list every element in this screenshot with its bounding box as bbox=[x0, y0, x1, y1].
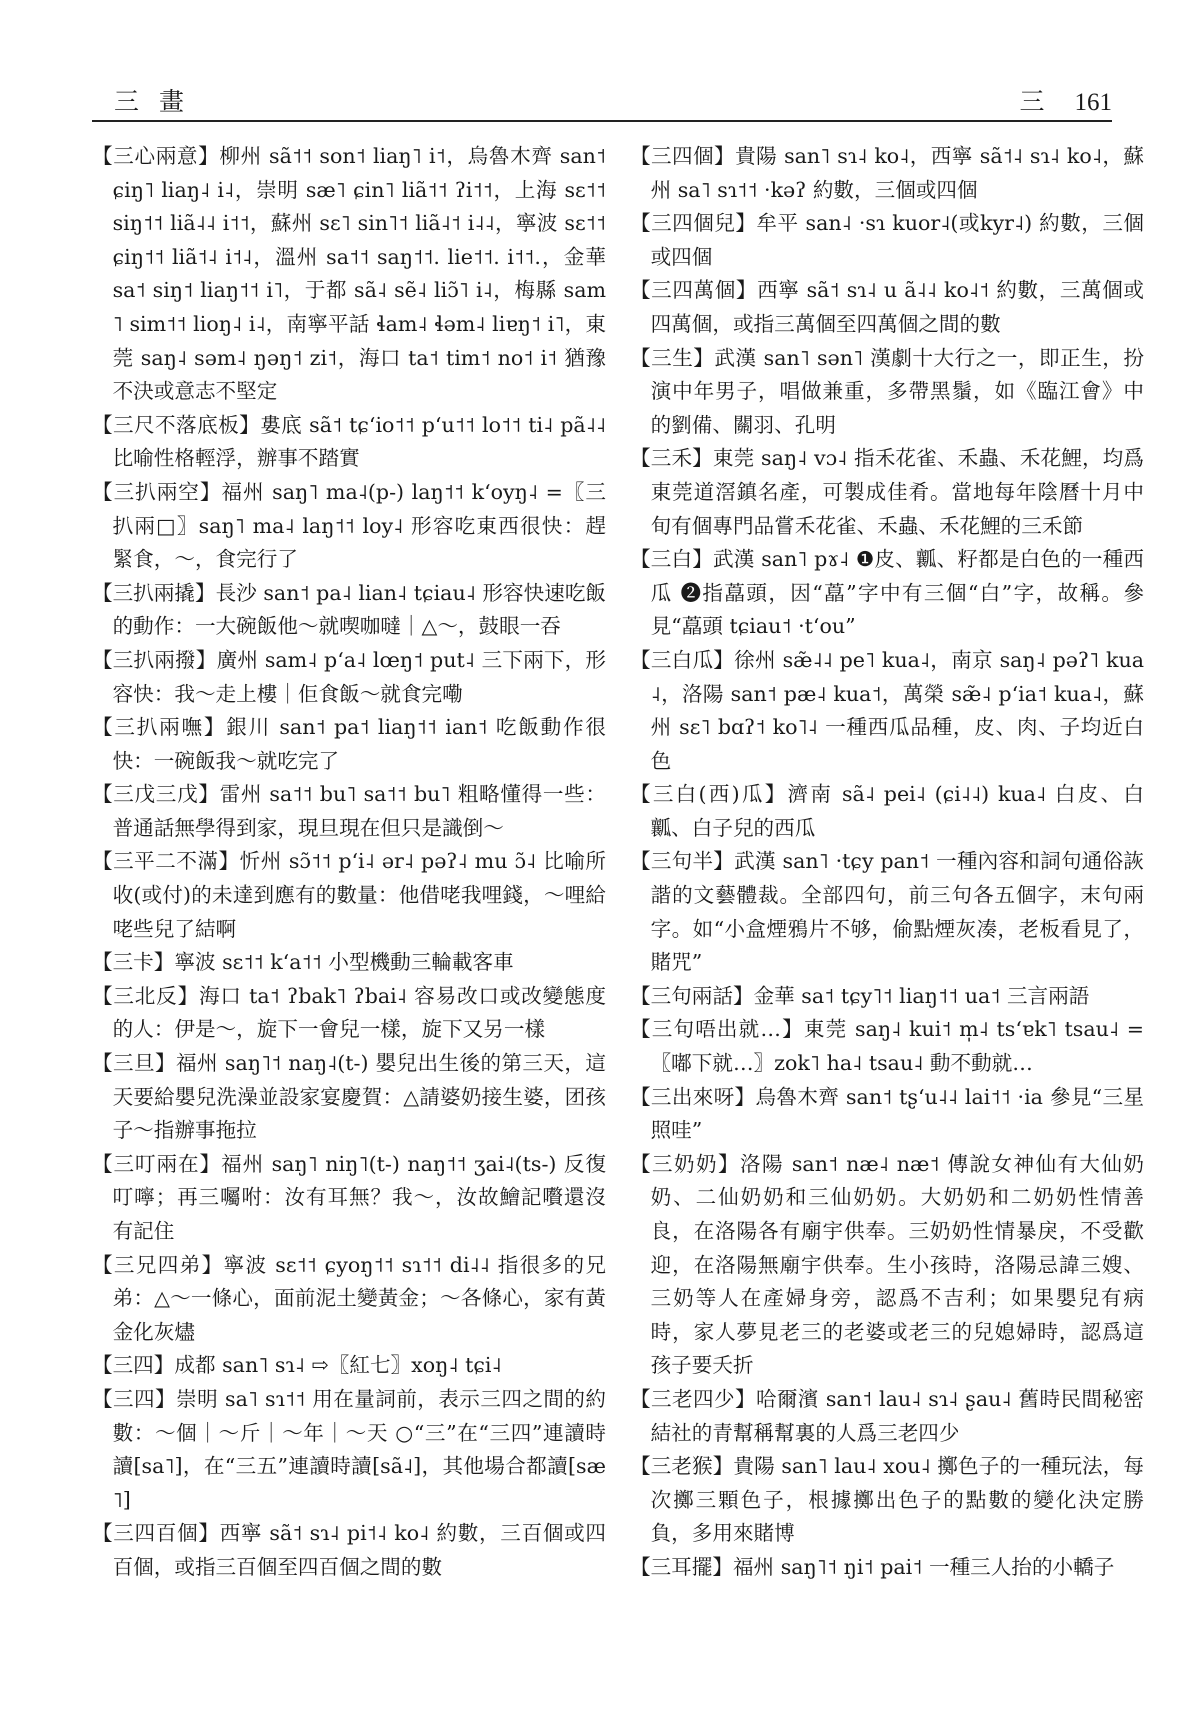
entry-body: 西寧 sã˦ sɿ˨ u ã˨˨ ko˨˦ 約數，三萬個或四萬個，或指三萬個至四萬個之間的數 bbox=[650, 278, 1144, 336]
entry-headword: 【三句唔出就…】 bbox=[630, 1017, 804, 1042]
entry-body: 武漢 san˥ ·tɕy pan˦ 一種內容和詞句通俗詼諧的文藝體裁。全部四句，前三句各五個字，末句兩字。如“小盒煙鴉片不够，偷點煙灰凑，老板看見了，賭咒” bbox=[650, 849, 1145, 975]
dictionary-entry bbox=[92, 644, 606, 711]
entry-headword: 【三心兩意】 bbox=[92, 144, 220, 168]
entry-body: 成都 san˥ sɿ˨ ⇨〖紅七〗xoŋ˨ tɕi˨ bbox=[174, 1353, 502, 1378]
dictionary-entry bbox=[92, 409, 606, 476]
entry-headword: 【三平二不滿】 bbox=[92, 849, 240, 874]
dictionary-entry bbox=[92, 845, 606, 946]
entry-body: 武漢 san˥ sən˥ 漢劇十大行之一，即正生，扮演中年男子，唱做兼重，多帶黑鬚，如《臨江會》中的劉備、關羽、孔明 bbox=[650, 345, 1145, 437]
entry-headword: 【三出來呀】 bbox=[630, 1084, 756, 1109]
entry-headword: 【三白】 bbox=[630, 547, 713, 572]
dictionary-entry bbox=[630, 1148, 1144, 1383]
dictionary-entry bbox=[630, 1383, 1144, 1450]
dictionary-entry bbox=[630, 1081, 1144, 1148]
entry-body: 東莞 saŋ˨ kui˦ m̩˨ tsʻɐk˥ tsau˨ =〖嘟下就…〗zok˥ ha˨ tsau˨ 動不動就… bbox=[650, 1017, 1144, 1076]
section-title: 三畫 bbox=[114, 87, 205, 116]
entry-body: 武漢 san˥ pɤ˨ ❶皮、瓤、籽都是白色的一種西瓜 ❷指藠頭，因“藠”字中有三個“白”字，故稱。參見“藠頭 tɕiau˦ ·tʻou” bbox=[650, 547, 1144, 639]
dictionary-entry bbox=[630, 845, 1144, 979]
dictionary-entry bbox=[92, 1383, 606, 1517]
entry-headword: 【三北反】 bbox=[92, 983, 199, 1008]
entry-body: 崇明 sa˥ sɿ˦˦ 用在量詞前，表示三四之間的約數：～個｜～斤｜～年｜～天 ○“三”在“三四”連讀時讀[sa˥]，在“三五”連讀時讀[sã˨]，其他場合都讀[sæ˥] bbox=[112, 1386, 606, 1512]
entry-headword: 【三生】 bbox=[630, 345, 715, 370]
entry-headword: 【三耳擺】 bbox=[630, 1554, 733, 1579]
entry-body: 寧波 sɛ˦˦ ɕyoŋ˦˦ sɿ˦˦ di˨˨ 指很多的兄弟：△～一條心，面前泥土變黃金；～各條心，家有黃金化灰燼 bbox=[112, 1252, 606, 1344]
dictionary-entry bbox=[92, 1517, 606, 1584]
entry-headword: 【三四個】 bbox=[630, 144, 736, 168]
entry-headword: 【三四】 bbox=[92, 1386, 177, 1411]
entry-body: 雷州 sa˦˦ bu˥ sa˦˦ bu˥ 粗略懂得一些：普通話無學得到家，現旦現在但只是識倒～ bbox=[112, 782, 606, 840]
entry-body: 寧波 sɛ˦˦ kʻa˦˦ 小型機動三輪載客車 bbox=[174, 950, 514, 975]
dictionary-entry bbox=[92, 577, 606, 644]
entry-headword: 【三旦】 bbox=[92, 1051, 176, 1076]
entry-headword: 【三扒兩撥】 bbox=[92, 647, 217, 672]
dictionary-entry bbox=[92, 1148, 606, 1249]
dictionary-entry bbox=[92, 476, 606, 577]
entry-body: 東莞 saŋ˨ vɔ˨ 指禾花雀、禾蟲、禾花鯉，均爲東莞道滘鎮名產，可製成佳肴。當地每年陰曆十月中旬有個專門品嘗禾花雀、禾蟲、禾花鯉的三禾節 bbox=[650, 446, 1144, 538]
entry-body: 哈爾濱 san˦ lau˨ sɿ˨ ʂau˨ 舊時民間秘密結社的青幫稱幫裏的人爲三老四少 bbox=[650, 1386, 1145, 1445]
entry-body: 福州 saŋ˥ ma˨(p-) laŋ˦˦ kʻoyŋ˨ =〖三扒兩□〗saŋ˥ ma˨ laŋ˦˦ loy˨ 形容吃東西很快：趕緊食，～，食完行了 bbox=[112, 479, 606, 572]
entry-body: 福州 saŋ˥˦ ŋi˦ pai˦ 一種三人抬的小轎子 bbox=[732, 1554, 1115, 1579]
right-column bbox=[630, 140, 1144, 1585]
page-number: 161 bbox=[1074, 89, 1112, 116]
entry-headword: 【三尺不落底板】 bbox=[92, 412, 261, 437]
dictionary-entry bbox=[92, 140, 606, 409]
dictionary-entry bbox=[630, 207, 1144, 274]
dictionary-entry bbox=[92, 711, 606, 778]
entry-headword: 【三卡】 bbox=[92, 950, 175, 975]
entry-body: 濟南 sã˨ pei˨ (ɕi˨˨) kua˨ 白皮、白瓤、白子兒的西瓜 bbox=[650, 782, 1144, 840]
dictionary-entry bbox=[92, 778, 606, 845]
entry-headword: 【三句兩話】 bbox=[630, 983, 754, 1008]
entry-body: 西寧 sã˦ sɿ˨ pi˦˨ ko˨ 約數，三百個或四百個，或指三百個至四百個之間的數 bbox=[112, 1521, 606, 1579]
dictionary-entry bbox=[630, 644, 1144, 778]
dictionary-entry bbox=[92, 1047, 606, 1148]
running-head-char: 三 bbox=[1019, 87, 1045, 116]
entry-body: 海口 ta˦ ʔbak˥ ʔbai˨ 容易改口或改變態度的人：伊是～，旋下一會兒一樣，旋下又另一樣 bbox=[112, 983, 607, 1042]
entry-body: 烏魯木齊 san˦ tʂʻu˨˨ lai˦˦ ·ia 參見“三星照哇” bbox=[650, 1084, 1144, 1143]
entry-body: 忻州 sɔ̃˦˦ pʻi˨ ər˨ pəʔ˨ mu ɔ̃˨ 比喻所收(或付)的未達到應有的數量：他借咾我哩錢，～哩給咾些兒了結啊 bbox=[112, 849, 607, 941]
dictionary-entry bbox=[630, 778, 1144, 845]
dictionary-entry bbox=[630, 980, 1144, 1014]
entry-headword: 【三四萬個】 bbox=[630, 278, 758, 303]
entry-headword: 【三兄四弟】 bbox=[92, 1252, 224, 1277]
entry-headword: 【三叮兩在】 bbox=[92, 1151, 222, 1176]
entry-body: 長沙 san˦ pa˨ lian˨ tɕiau˨ 形容快速吃飯的動作：一大碗飯他～就喫咖噠｜△～，鼓眼一吞 bbox=[112, 580, 607, 639]
entry-headword: 【三禾】 bbox=[630, 446, 713, 471]
entry-body: 貴陽 san˥ lau˨ xou˨ 擲色子的一種玩法，每次擲三顆色子，根據擲出色子的點數的變化決定勝負，多用來賭博 bbox=[650, 1454, 1144, 1546]
page-header bbox=[92, 82, 1112, 116]
dictionary-entry bbox=[630, 543, 1144, 644]
running-head bbox=[1019, 82, 1112, 118]
dictionary-entry bbox=[92, 1249, 606, 1350]
entry-headword: 【三四】 bbox=[92, 1353, 175, 1378]
dictionary-entry bbox=[630, 442, 1144, 543]
entry-headword: 【三白(西)瓜】 bbox=[630, 782, 788, 807]
dictionary-entry bbox=[92, 946, 606, 980]
dictionary-entry bbox=[630, 1013, 1144, 1080]
dictionary-entry bbox=[92, 1349, 606, 1383]
entry-headword: 【三四個兒】 bbox=[630, 211, 757, 236]
entry-headword: 【三扒兩空】 bbox=[92, 479, 222, 504]
entry-headword: 【三奶奶】 bbox=[630, 1151, 740, 1176]
entry-headword: 【三老猴】 bbox=[630, 1454, 734, 1479]
entry-headword: 【三四百個】 bbox=[92, 1521, 220, 1546]
entry-body: 銀川 san˦ pa˦ liaŋ˦˦ ian˦ 吃飯動作很快：一碗飯我～就吃完了 bbox=[112, 715, 607, 773]
entry-headword: 【三白瓜】 bbox=[630, 647, 735, 672]
entry-headword: 【三扒兩撬】 bbox=[92, 580, 216, 605]
dictionary-entry bbox=[630, 1450, 1144, 1551]
entry-body: 廣州 sam˨ pʻa˨ lœŋ˦ put˨ 三下兩下，形容快：我～走上樓｜佢食飯～就食完嘞 bbox=[112, 647, 607, 706]
entry-body: 徐州 sæ̃˨˨ pe˥ kua˨，南京 saŋ˨ pəʔ˥ kua˨，洛陽 san˦ pæ˨ kua˦，萬榮 sæ̃˨ pʻia˦ kua˨，蘇州 sɛ˥ bɑʔ˦ ko˥˨ 一種西瓜品種，皮、肉、子均近白色 bbox=[650, 647, 1144, 773]
dictionary-entry bbox=[630, 342, 1144, 443]
entry-body: 牟平 san˨ ·sɿ kuor˨(或kyr˨) 約數，三個或四個 bbox=[650, 211, 1144, 269]
entry-body: 洛陽 san˦ næ˨ næ˦ 傳說女神仙有大仙奶奶、二仙奶奶和三仙奶奶。大奶奶和二奶奶性情善良，在洛陽各有廟宇供奉。三奶奶性情暴戾，不受歡迎，在洛陽無廟宇供奉。生小孩時，洛陽忌諱三嫂、三奶等人在產婦身旁，認爲不吉利；如果嬰兒有病時，家人夢見老三的老婆或老三的兒媳婦時，認爲這孩子要夭折 bbox=[650, 1151, 1145, 1378]
dictionary-entry bbox=[630, 140, 1144, 207]
entry-body: 福州 saŋ˥˦ naŋ˨(t-) 嬰兒出生後的第三天，這天要給嬰兒洗澡並設家宴慶賀：△請婆奶接生婆，团孩子～指辦事拖拉 bbox=[112, 1051, 607, 1143]
dictionary-entry bbox=[630, 1551, 1144, 1585]
entry-headword: 【三戊三戊】 bbox=[92, 782, 220, 807]
entry-body: 福州 saŋ˥ niŋ˥(t-) naŋ˦˦ ʒai˨(ts-) 反復叮嚀；再三囑咐：汝有耳無？我～，汝故鱠記嚽還沒有記住 bbox=[112, 1151, 607, 1243]
entry-headword: 【三句半】 bbox=[630, 849, 735, 874]
left-column bbox=[92, 140, 606, 1585]
entry-body: 柳州 sã˦˦ son˦ liaŋ˥ i˦，烏魯木齊 san˦ ɕiŋ˥ liaŋ˨ i˨，崇明 sæ˥ ɕin˥ liã˦˦ ʔi˦˦，上海 sɛ˦˦ siŋ˦˦ liã˨˨ i˦˦，蘇州 sɛ˥ sin˥˦ liã˨˦ i˨˨，寧波 sɛ˦˦ ɕiŋ˦˦ liã˦˨ i˦˨，溫州 sa˦˦ saŋ˦˦. lie˦˦. i˦˦.，金華 sa˦ siŋ˦ liaŋ˦˦ i˥，于都 sã˨ sẽ˨ liɔ̃˥ i˨，梅縣 sam˥ sim˦˦ lioŋ˨ i˨，南寧平話 ɬam˨ ɬəm˨ liɐŋ˦ i˥，東莞 saŋ˨ səm˨ ŋəŋ˦ zi˦，海口 ta˦ tim˦ no˦ i˦ 猶豫不決或意志不堅定 bbox=[112, 144, 607, 404]
header-rule bbox=[92, 120, 1112, 122]
dictionary-entry bbox=[92, 980, 606, 1047]
entry-headword: 【三扒兩嘸】 bbox=[92, 715, 227, 740]
entry-body: 婁底 sã˦ tɕʻio˦˦ pʻu˦˦ lo˦˦ ti˨ pã˨˨ 比喻性格輕浮，辦事不踏實 bbox=[112, 412, 607, 471]
dictionary-entry bbox=[630, 274, 1144, 341]
entry-body: 金華 sa˦ tɕy˥˦ liaŋ˦˦ ua˦ 三言兩語 bbox=[753, 983, 1090, 1008]
entry-headword: 【三老四少】 bbox=[630, 1386, 756, 1411]
entry-body: 貴陽 san˥ sɿ˨ ko˨，西寧 sã˦˨ sɿ˨ ko˨，蘇州 sa˥ sɿ˦˦ ·kəʔ 約數，三個或四個 bbox=[650, 144, 1144, 202]
